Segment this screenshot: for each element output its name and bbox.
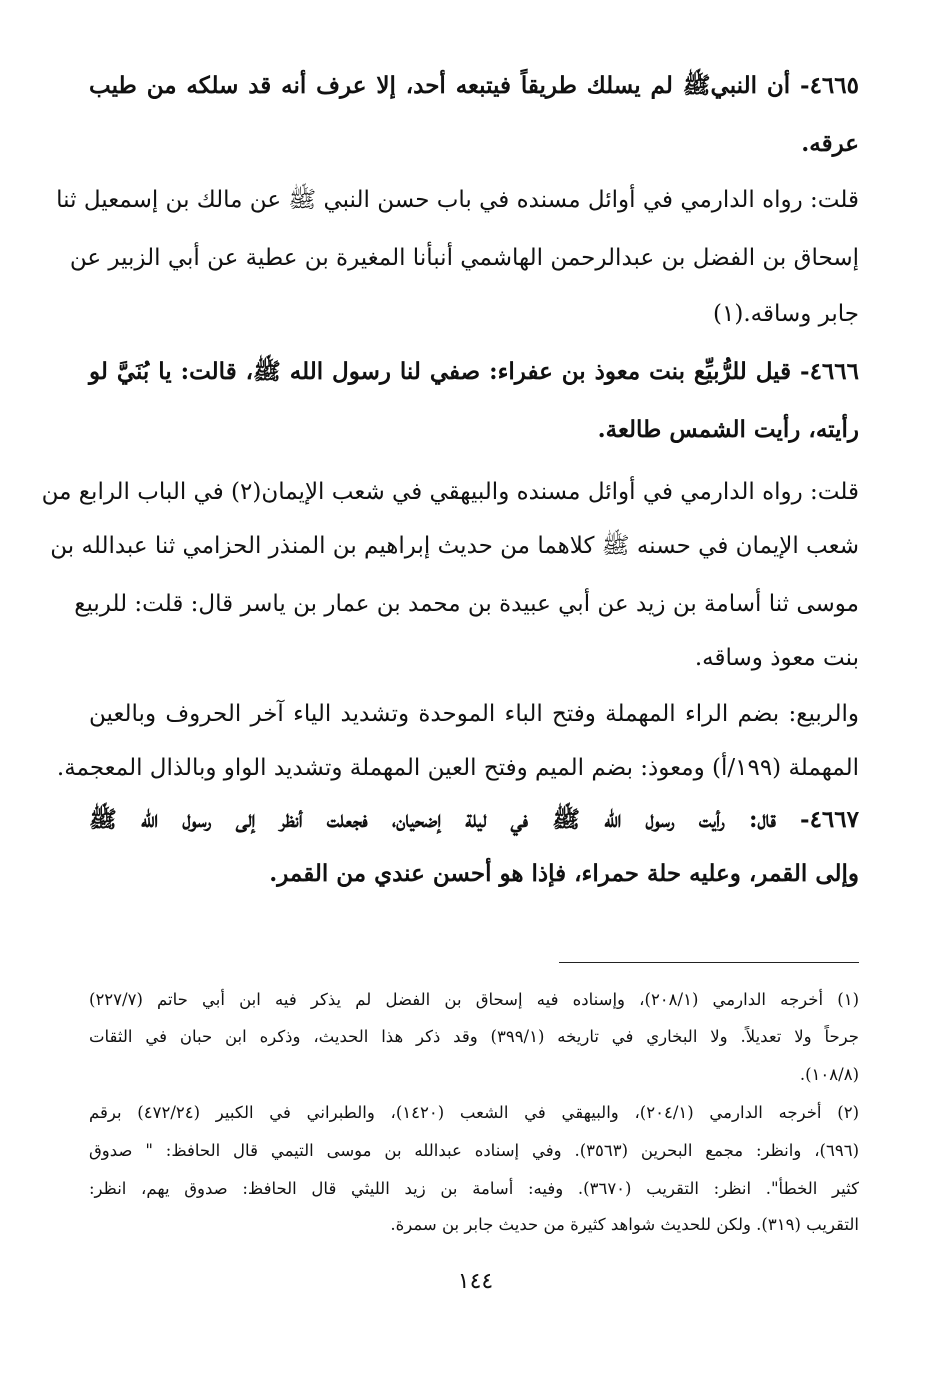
hadith-4665-line-2: عرقه. [801, 130, 859, 157]
page-number: ١٤٤ [457, 1269, 494, 1294]
footnote-separator [559, 962, 859, 963]
commentary-4665-line-3: جابر وساقه.(١) [713, 301, 859, 327]
commentary-4666-line-1: قلت: رواه الدارمي في أوائل مسنده والبيهقي في شعب الإيمان(٢) في الباب الرابع من [41, 479, 859, 505]
commentary-4666-line-4: بنت معوذ وساقه. [694, 645, 859, 671]
hadith-4666-line-1: ٤٦٦٦- قيل للرُّبيِّع بنت معوذ بن عفراء: صفي لنا رسول الله ﷺ، قالت: يا بُنَيَّ لو [89, 358, 859, 385]
hadith-4667-line-2: وإلى القمر، وعليه حلة حمراء، فإذا هو أحسن عندي من القمر. [269, 860, 859, 887]
hadith-4665-line-1: ٤٦٦٥- أن النبيﷺ لم يسلك طريقاً فيتبعه أحد، إلا عرف أنه قد سلكه من طيب [89, 72, 859, 99]
hadith-4667-line-1: ٤٦٦٧- قال: رأيت رسول الله ﷺ في ليلة إضحيان، فجعلت أنظر إلى رسول الله ﷺ [89, 806, 859, 833]
footnote-2-line-3: كثير الخطأ". انظر: التقريب (٣٦٧٠). وفيه: أسامة بن زيد الليثي قال الحافظ: صدوق يهم، انظر: [89, 1179, 859, 1198]
commentary-4666-line-3: موسى ثنا أسامة بن زيد عن أبي عبيدة بن محمد بن عمار بن ياسر قال: قلت: للربيع [74, 591, 859, 617]
vocalization-note-line-1: والربيع: بضم الراء المهملة وفتح الباء الموحدة وتشديد الياء آخر الحروف وبالعين [89, 701, 859, 727]
footnote-2-line-4: التقريب (٣١٩). ولكن للحديث شواهد كثيرة من حديث جابر بن سمرة. [390, 1215, 859, 1234]
footnote-2-line-1: (٢) أخرجه الدارمي (٢٠٤/١)، والبيهقي في الشعب (١٤٢٠)، والطبراني في الكبير (٤٧٢/٢٤) برقم [89, 1103, 859, 1122]
footnote-1-line-3: (١٠٨/٨). [799, 1065, 859, 1084]
footnote-2-line-2: (٦٩٦)، وانظر: مجمع البحرين (٣٥٦٣). وفي إسناده عبدالله بن موسى التيمي قال الحافظ: " صدوق [89, 1141, 859, 1160]
footnote-1-line-2: جرحاً ولا تعديلاً. ولا البخاري في تاريخه (٣٩٩/١) وقد ذكر هذا الحديث، وذكره ابن حبان في الثقات [89, 1027, 859, 1046]
commentary-4665-line-2: إسحاق بن الفضل بن عبدالرحمن الهاشمي أنبأنا المغيرة بن عطية عن أبي الزبير عن [69, 245, 859, 271]
footnote-1-line-1: (١) أخرجه الدارمي (٢٠٨/١)، وإسناده فيه إسحاق بن الفضل لم يذكر فيه ابن أبي حاتم (٢٢٧/٧) [89, 990, 859, 1009]
commentary-4665-line-1: قلت: رواه الدارمي في أوائل مسنده في باب حسن النبي ﷺ عن مالك بن إسمعيل ثنا [56, 187, 859, 213]
hadith-4666-line-2: رأيته، رأيت الشمس طالعة. [597, 416, 859, 443]
commentary-4666-line-2: شعب الإيمان في حسنه ﷺ كلاهما من حديث إبراهيم بن المنذر الحزامي ثنا عبدالله بن [50, 533, 859, 559]
vocalization-note-line-2: المهملة (١٩٩/أ) ومعوذ: بضم الميم وفتح العين المهملة وتشديد الواو وبالذال المعجمة. [56, 755, 859, 781]
